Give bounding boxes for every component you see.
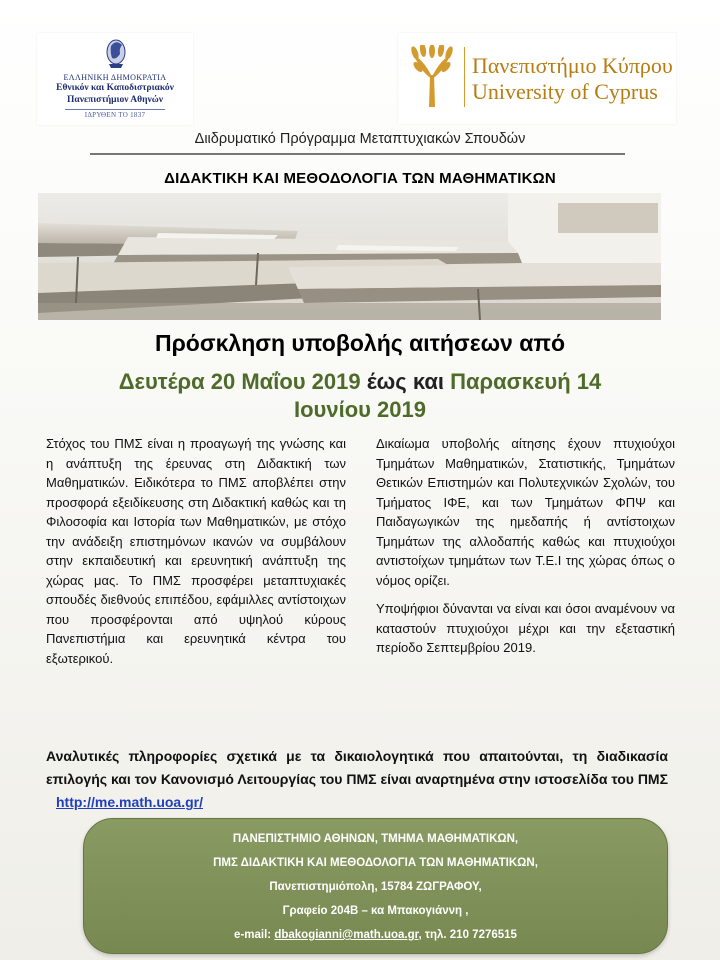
- start-date: Δευτέρα 20 Μαΐου 2019: [118, 369, 361, 394]
- contact-address: Πανεπιστημιόπολη, 15784 ΖΩΓΡΑΦΟΥ,: [269, 881, 482, 893]
- date-conjunction: έως και: [366, 369, 444, 394]
- olive-tree-icon: [408, 45, 456, 109]
- ucy-divider: [464, 47, 465, 107]
- end-date-part2: Ιουνίου 2019: [294, 397, 426, 422]
- program-title: ΔΙΔΑΚΤΙΚΗ ΚΑΙ ΜΕΘΟΔΟΛΟΓΙΑ ΤΩΝ ΜΑΘΗΜΑΤΙΚΩΝ: [164, 170, 556, 187]
- info-paragraph: [46, 745, 668, 814]
- call-title: Πρόσκληση υποβολής αιτήσεων από: [154, 330, 566, 356]
- ucy-name-greek: Πανεπιστήμιο Κύπρου: [472, 53, 673, 78]
- application-dates: [40, 368, 680, 424]
- uoa-line1: ΕΛΛΗΝΙΚΗ ΔΗΜΟΚΡΑΤΙΑ: [63, 73, 167, 82]
- phone-text: , τηλ. 210 7276515: [418, 929, 517, 941]
- header-divider: [90, 153, 625, 155]
- ucy-name-english: University of Cyprus: [472, 79, 658, 104]
- uoa-rule: [65, 109, 165, 110]
- website-link[interactable]: http://me.math.uoa.gr/: [56, 794, 203, 810]
- uoa-line3: Πανεπιστήμιον Αθηνών: [67, 95, 163, 105]
- uoa-logo: [37, 33, 193, 125]
- contact-line2: ΠΜΣ ΔΙΔΑΚΤΙΚΗ ΚΑΙ ΜΕΘΟΔΟΛΟΓΙΑ ΤΩΝ ΜΑΘΗΜΑΤΙΚΩΝ,: [213, 857, 538, 869]
- eligibility-paragraph: Δικαίωμα υποβολής αίτησης έχουν πτυχιούχοι Τμημάτων Μαθηματικών, Στατιστικής, Τμημάτων Θετικών Επιστημών και Πολυτεχνικών Σχολών, του Τμήματος ΙΦΕ, και των Τμημάτων ΦΠΨ και Παιδαγωγικών της ημεδαπής ή αντίστοιχων Τμημάτων της αλλοδαπής καθώς και πτυχιούχοι αντιστοίχων τμημάτων των Τ.Ε.Ι της χώρας όπως ο νόμος ορίζει.: [376, 436, 675, 588]
- info-text: Αναλυτικές πληροφορίες σχετικά με τα δικαιολογητικά που απαιτούνται, τη διαδικασία επιλογής και τον Κανονισμό Λειτουργίας του ΠΜΣ είναι αναρτημένα στην ιστοσελίδα του ΠΜΣ: [46, 748, 668, 787]
- program-subtitle: Διιδρυματικό Πρόγραμμα Μεταπτυχιακών Σπουδών: [194, 131, 526, 147]
- candidates-paragraph: Υποψήφιοι δύνανται να είναι και όσοι αναμένουν να καταστούν πτυχιούχοι μέχρι και την εξεταστική περίοδο Σεπτεμβρίου 2019.: [376, 601, 675, 655]
- end-date-part1: Παρασκευή 14: [450, 369, 602, 394]
- uoa-line2: Εθνικόν και Καποδιστριακόν: [56, 83, 174, 93]
- objective-paragraph: Στόχος του ΠΜΣ είναι η προαγωγή της γνώσης και η ανάπτυξη της έρευνας στη Διδακτική των Μαθηματικών. Ειδικότερα το ΠΜΣ αποβλέπει στην προσφορά εξειδίκευσης στη Διδακτική καθώς και τη Φιλοσοφία και Ιστορία των Μαθηματικών, με στόχο την ανάδειξη επιστημόνων ικανών να συμβάλουν στην εκπαιδευτική και ερευνητική ανάπτυξη της χώρας μας. Το ΠΜΣ προσφέρει μεταπτυχιακές σπουδές διεθνούς επιπέδου, εφάμιλλες αντίστοιχων που προσφέρονται από υψηλού κύρους Πανεπιστήμια και ερευνητικά κέντρα του εξωτερικού.: [46, 436, 346, 666]
- objective-column: [46, 434, 346, 668]
- classroom-photo: [38, 193, 661, 320]
- email-label: e-mail:: [234, 929, 272, 941]
- contact-office: Γραφείο 204Β – κα Μπακογιάννη ,: [282, 905, 469, 917]
- athena-emblem-icon: [103, 36, 129, 70]
- contact-box: [83, 818, 668, 954]
- ucy-logo: [398, 33, 676, 124]
- eligibility-column: [376, 434, 675, 667]
- contact-line1: ΠΑΝΕΠΙΣΤΗΜΙΟ ΑΘΗΝΩΝ, ΤΜΗΜΑ ΜΑΘΗΜΑΤΙΚΩΝ,: [232, 833, 519, 845]
- email-link[interactable]: dbakogianni@math.uoa.gr: [274, 929, 419, 941]
- classroom-desks-image: [38, 193, 661, 320]
- contact-email-phone: [84, 929, 667, 941]
- uoa-line4: ΙΔΡΥΘΕΝ ΤΟ 1837: [84, 111, 146, 119]
